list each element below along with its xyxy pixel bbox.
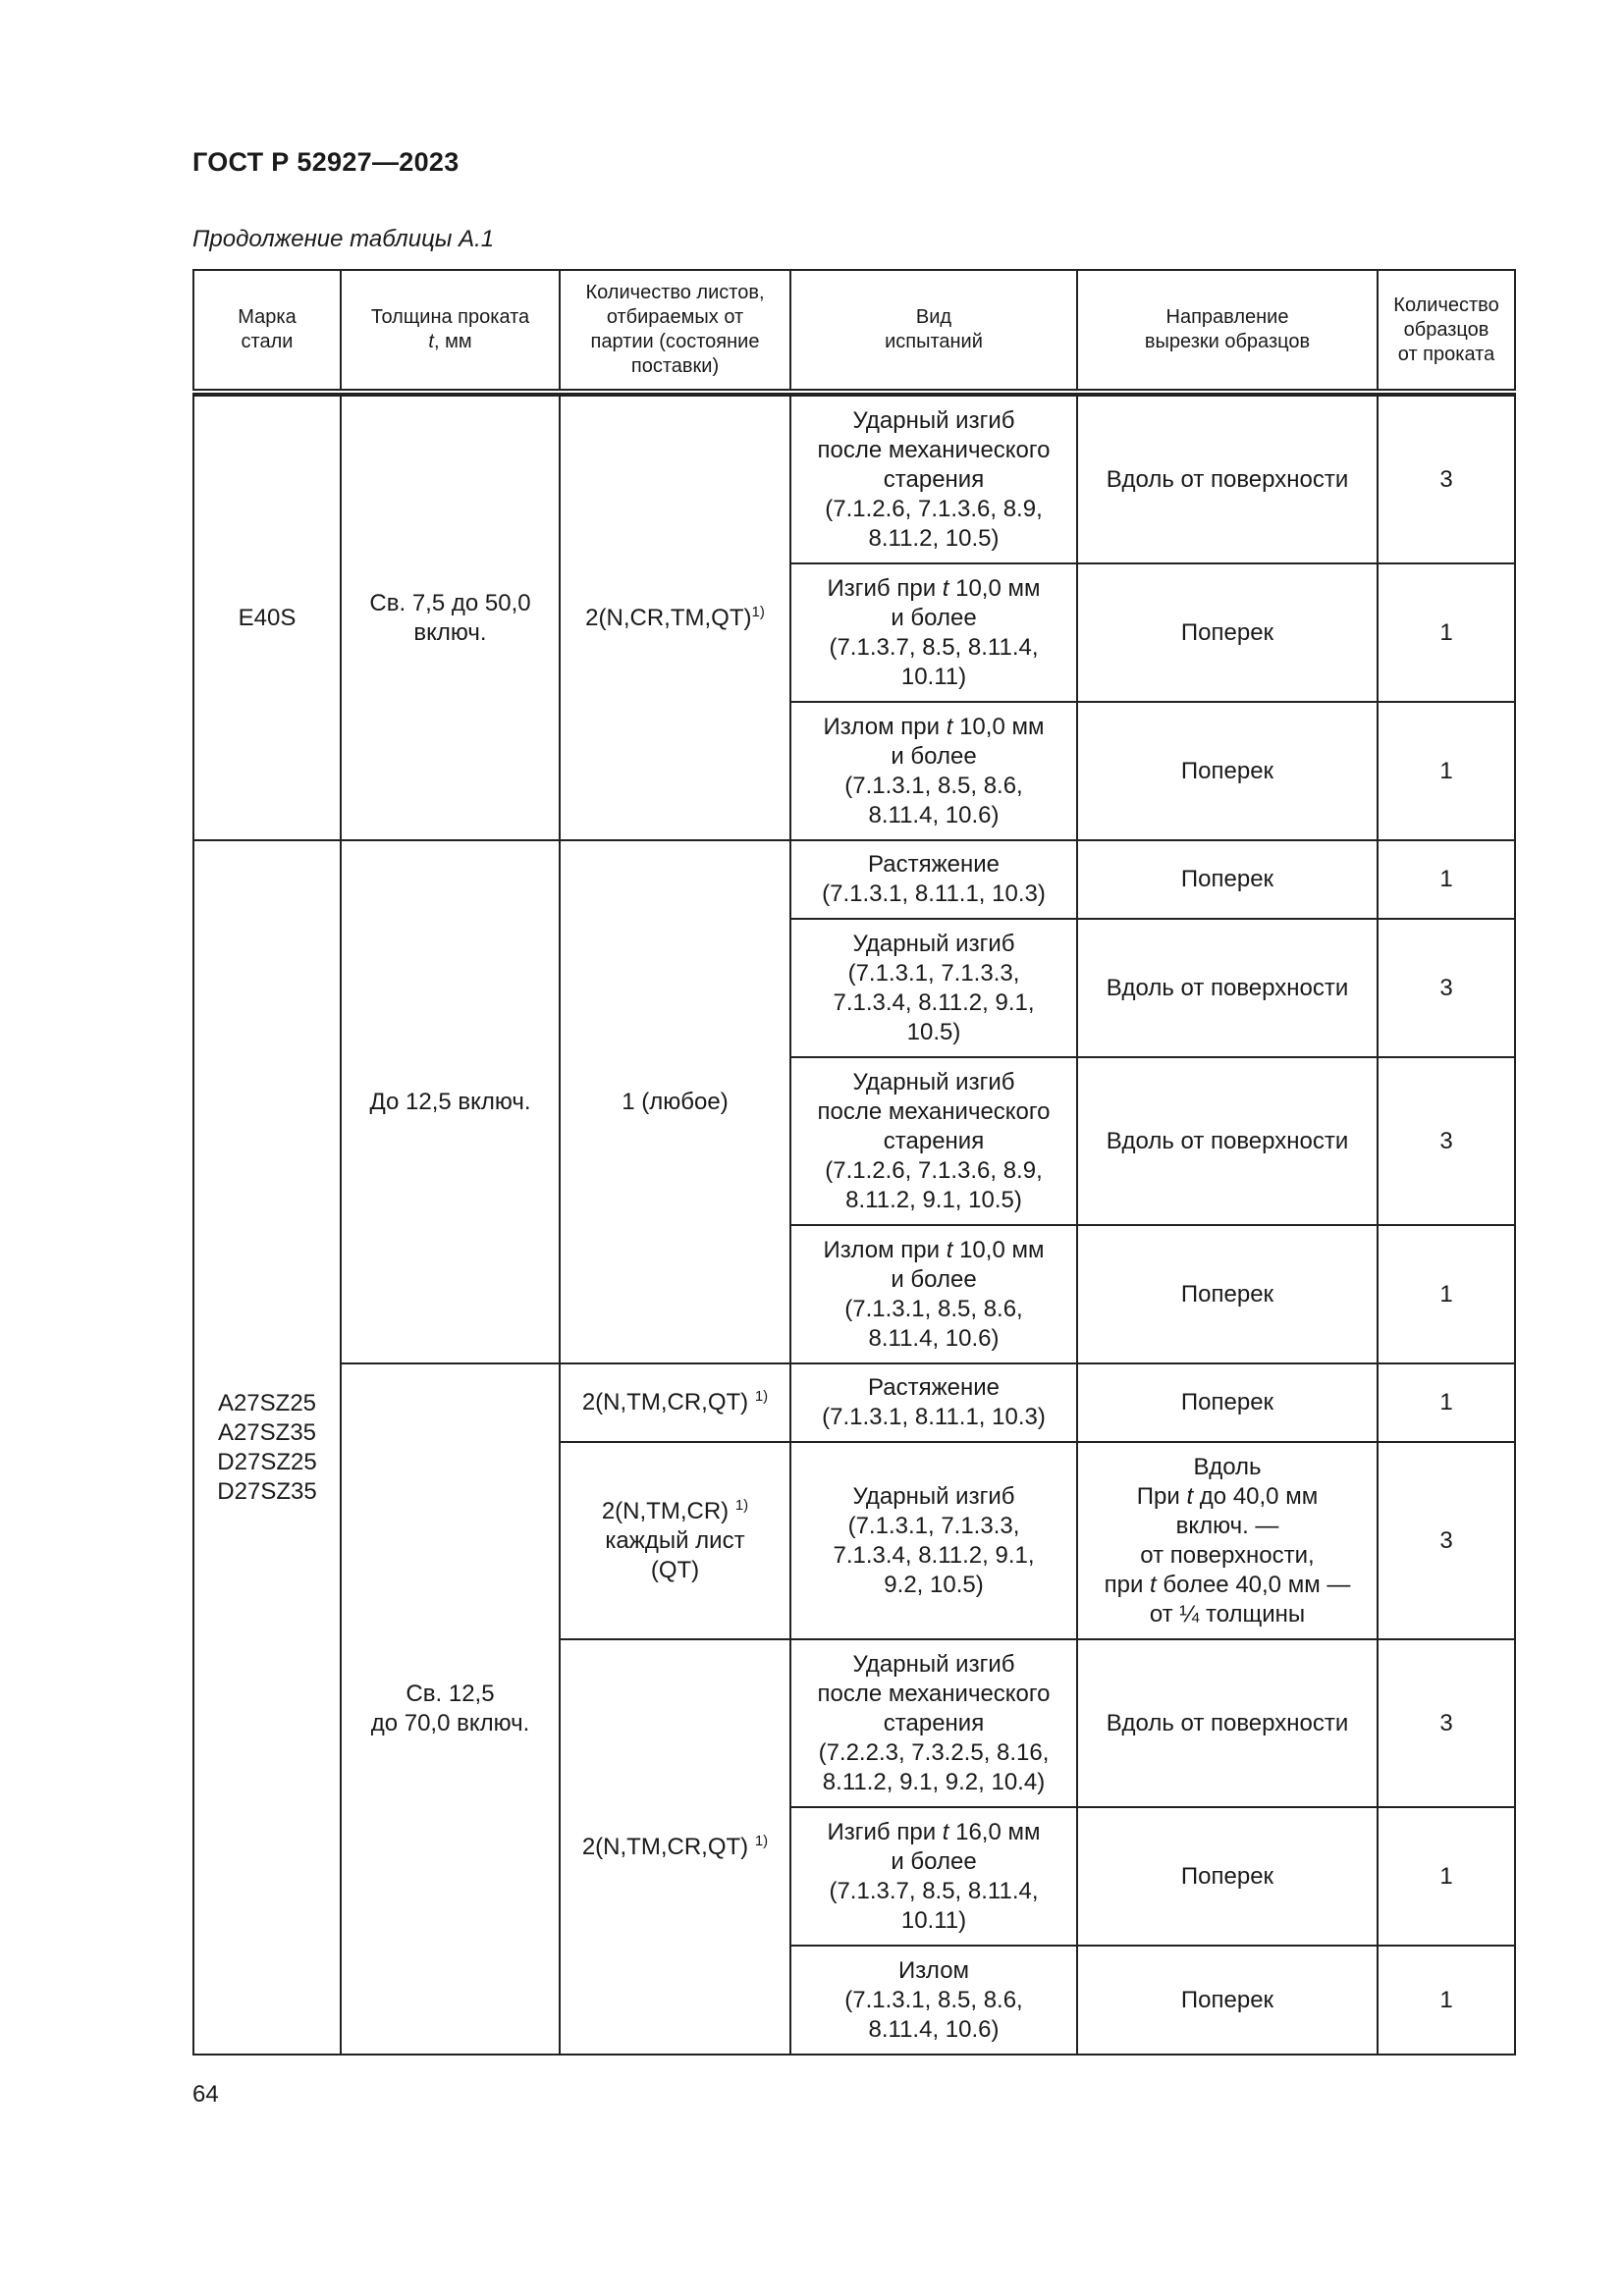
sampling-table <box>192 269 1516 2056</box>
cell-sheets: 2(N,TM,CR,QT) $^{1)}$ <box>560 1639 790 2055</box>
cell-quantity: 1 <box>1378 702 1515 840</box>
cell-quantity: 3 <box>1378 396 1515 563</box>
page-number: 64 <box>192 2081 219 2108</box>
cell-direction: Вдоль от поверхности <box>1077 919 1378 1057</box>
col-header-direction: Направление вырезки образцов <box>1077 270 1378 392</box>
col-header-sheets: Количество листов, отбираемых от партии (состояние поставки) <box>560 270 790 392</box>
cell-direction: Поперек <box>1077 702 1378 840</box>
cell-quantity: 1 <box>1378 563 1515 702</box>
table-continuation-caption: Продолжение таблицы А.1 <box>192 226 495 252</box>
cell-quantity: 3 <box>1378 1639 1515 1807</box>
cell-grade: A27SZ25 A27SZ35 D27SZ25 D27SZ35 <box>193 840 341 2055</box>
cell-quantity: 1 <box>1378 1807 1515 1946</box>
cell-direction: Поперек <box>1077 1363 1378 1442</box>
cell-sheets: 1 (любое) <box>560 840 790 1363</box>
cell-test-type: Ударный изгиб (7.1.3.1, 7.1.3.3, 7.1.3.4, 8.11.2, 9.1, 9.2, 10.5) <box>790 1442 1077 1639</box>
cell-direction: Поперек <box>1077 1946 1378 2055</box>
col-header-grade: Марка стали <box>193 270 341 392</box>
cell-test-type: Излом при t 10,0 мм и более (7.1.3.1, 8.5, 8.6, 8.11.4, 10.6) <box>790 1225 1077 1363</box>
table-row <box>193 840 1515 919</box>
cell-test-type: Изгиб при t 16,0 мм и более (7.1.3.7, 8.5, 8.11.4, 10.11) <box>790 1807 1077 1946</box>
cell-test-type: Изгиб при t 10,0 мм и более (7.1.3.7, 8.5, 8.11.4, 10.11) <box>790 563 1077 702</box>
cell-test-type: Излом (7.1.3.1, 8.5, 8.6, 8.11.4, 10.6) <box>790 1946 1077 2055</box>
cell-direction: Вдоль от поверхности <box>1077 1057 1378 1225</box>
cell-grade: E40S <box>193 396 341 840</box>
cell-sheets: 2(N,TM,CR) $^{1)}$ каждый лист (QT) <box>560 1442 790 1639</box>
cell-quantity: 3 <box>1378 1057 1515 1225</box>
cell-test-type: Ударный изгиб (7.1.3.1, 7.1.3.3, 7.1.3.4, 8.11.2, 9.1, 10.5) <box>790 919 1077 1057</box>
cell-test-type: Ударный изгиб после механического старения (7.1.2.6, 7.1.3.6, 8.9, 8.11.2, 9.1, 10.5) <box>790 1057 1077 1225</box>
table-row <box>193 396 1515 563</box>
cell-direction: Вдоль При t до 40,0 мм включ. — от поверхности, при t более 40,0 мм — от ¼ толщины <box>1077 1442 1378 1639</box>
cell-test-type: Растяжение (7.1.3.1, 8.11.1, 10.3) <box>790 840 1077 919</box>
document-title: ГОСТ Р 52927—2023 <box>192 147 460 177</box>
col-header-quantity: Количество образцов от проката <box>1378 270 1515 392</box>
cell-test-type: Растяжение (7.1.3.1, 8.11.1, 10.3) <box>790 1363 1077 1442</box>
cell-direction: Поперек <box>1077 563 1378 702</box>
cell-quantity: 1 <box>1378 840 1515 919</box>
cell-direction: Вдоль от поверхности <box>1077 396 1378 563</box>
cell-test-type: Ударный изгиб после механического старения (7.1.2.6, 7.1.3.6, 8.9, 8.11.2, 10.5) <box>790 396 1077 563</box>
cell-quantity: 1 <box>1378 1363 1515 1442</box>
cell-direction: Вдоль от поверхности <box>1077 1639 1378 1807</box>
cell-thickness: Св. 12,5 до 70,0 включ. <box>341 1363 560 2055</box>
cell-sheets: $2(N,CR,TM,QT)^{1)}$ <box>560 396 790 840</box>
cell-test-type: Излом при t 10,0 мм и более (7.1.3.1, 8.5, 8.6, 8.11.4, 10.6) <box>790 702 1077 840</box>
table-row <box>193 1363 1515 1442</box>
cell-quantity: 3 <box>1378 919 1515 1057</box>
cell-thickness: До 12,5 включ. <box>341 840 560 1363</box>
cell-quantity: 1 <box>1378 1225 1515 1363</box>
cell-quantity: 3 <box>1378 1442 1515 1639</box>
cell-thickness: Св. 7,5 до 50,0 включ. <box>341 396 560 840</box>
table-header-row <box>193 270 1515 392</box>
col-header-thickness: Толщина проката t, мм <box>341 270 560 392</box>
cell-test-type: Ударный изгиб после механического старения (7.2.2.3, 7.3.2.5, 8.16, 8.11.2, 9.1, 9.2, 10.4) <box>790 1639 1077 1807</box>
cell-direction: Поперек <box>1077 1225 1378 1363</box>
cell-quantity: 1 <box>1378 1946 1515 2055</box>
cell-direction: Поперек <box>1077 1807 1378 1946</box>
col-header-test-type: Вид испытаний <box>790 270 1077 392</box>
cell-direction: Поперек <box>1077 840 1378 919</box>
cell-sheets: 2(N,TM,CR,QT) $^{1)}$ <box>560 1363 790 1442</box>
